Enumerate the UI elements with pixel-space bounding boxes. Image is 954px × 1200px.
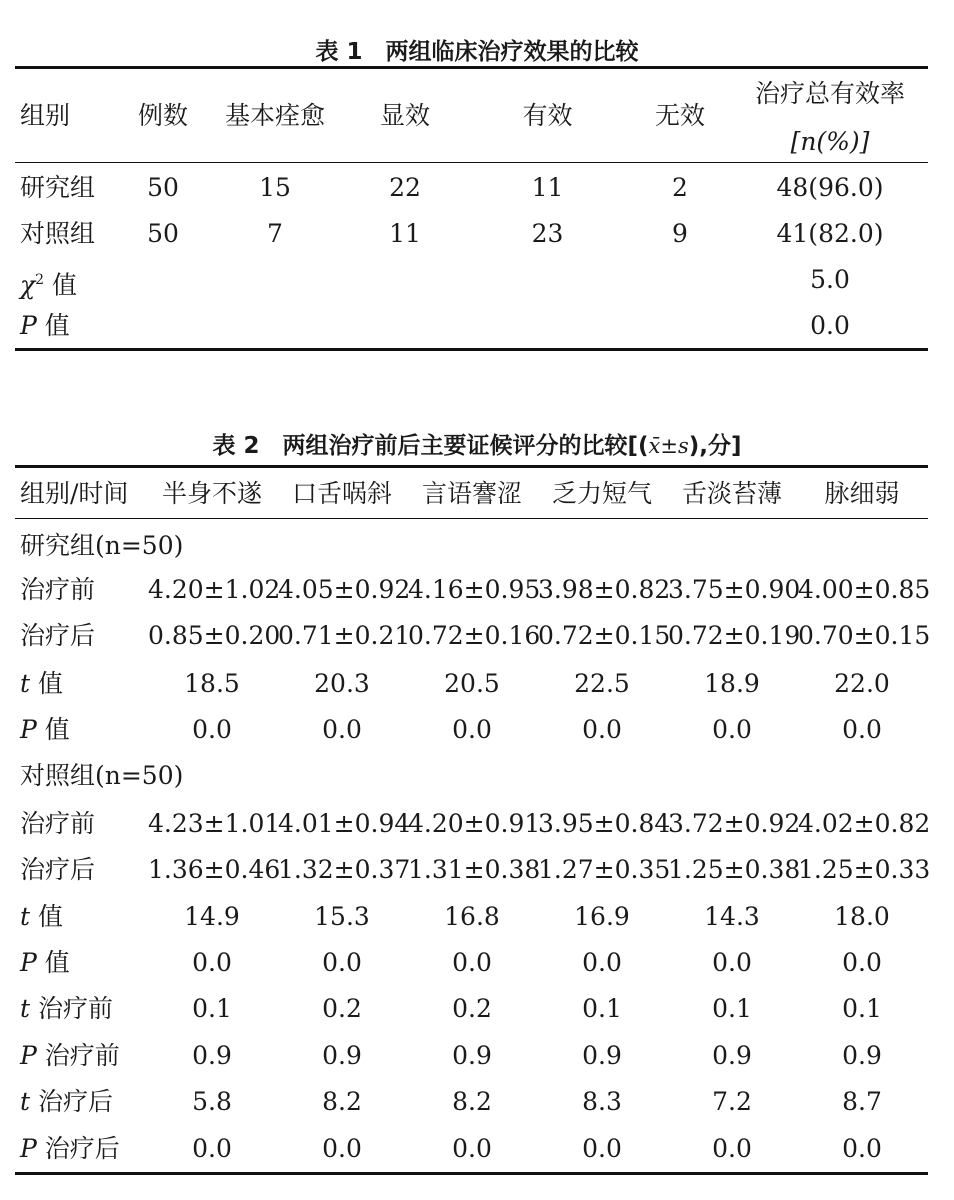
table-cell: 0.0 xyxy=(842,1134,882,1163)
stat-suffix: 值 xyxy=(36,948,70,977)
row-label: 治疗后 xyxy=(20,855,96,884)
table-cell: 0.72±0.19 xyxy=(668,621,801,650)
row-label xyxy=(20,1082,150,1122)
table-cell: 0.0 xyxy=(582,1134,622,1163)
table-cell: 7 xyxy=(267,219,283,248)
table-cell: 15 xyxy=(259,173,291,202)
table-cell: 0.9 xyxy=(842,1041,882,1070)
table-cell: 4.16±0.95 xyxy=(408,575,541,604)
row-label xyxy=(20,664,150,704)
table-cell: 0.0 xyxy=(452,1134,492,1163)
table-row xyxy=(0,897,954,937)
table-cell: 1.32±0.37 xyxy=(278,855,411,884)
stat-symbol: t xyxy=(20,902,31,931)
row-label: 治疗前 xyxy=(20,809,96,838)
stat-suffix: 值 xyxy=(36,715,70,744)
table-cell: 0.0 xyxy=(712,1134,752,1163)
table-row xyxy=(0,989,954,1029)
table-cell: 0.72±0.16 xyxy=(408,621,541,650)
table-cell: 16.8 xyxy=(444,902,500,931)
table-cell: 0.0 xyxy=(192,715,232,744)
table2-header-col2: 口舌㖞斜 xyxy=(291,479,392,508)
stat-suffix: 治疗前 xyxy=(36,1041,120,1070)
table-cell: 5.8 xyxy=(192,1087,232,1116)
table2-caption-suffix: ),分] xyxy=(688,433,742,459)
table-cell: 18.9 xyxy=(704,669,760,698)
table-cell: 4.23±1.01 xyxy=(148,809,281,838)
table-cell: 1.36±0.46 xyxy=(148,855,281,884)
table-cell: 0.0 xyxy=(842,948,882,977)
table-cell: 0.1 xyxy=(842,994,882,1023)
table2-top-rule xyxy=(15,465,928,468)
table-cell: 20.3 xyxy=(314,669,370,698)
table-cell: 0.2 xyxy=(452,994,492,1023)
row-label xyxy=(20,260,140,300)
table2-header-col4: 乏力短气 xyxy=(551,479,652,508)
row-label xyxy=(20,1129,150,1169)
table1-header-effective: 有效 xyxy=(522,101,573,130)
table-cell: 0.9 xyxy=(712,1041,752,1070)
chi-suffix: 值 xyxy=(44,270,78,300)
table-cell: 11 xyxy=(389,219,421,248)
chi-symbol: χ xyxy=(20,270,36,300)
table-cell: 0.0 xyxy=(322,715,362,744)
table-row xyxy=(0,1082,954,1122)
table-cell: 0.70±0.15 xyxy=(798,621,931,650)
table-cell: 0.9 xyxy=(192,1041,232,1070)
stat-symbol: P xyxy=(20,715,37,744)
table-cell: 0.0 xyxy=(582,948,622,977)
table-cell: 0.0 xyxy=(712,715,752,744)
stat-symbol: P xyxy=(20,948,37,977)
chi-superscript: 2 xyxy=(35,272,45,288)
stat-suffix: 治疗前 xyxy=(30,994,113,1023)
table-cell: 18.0 xyxy=(834,902,890,931)
table-cell: 0.0 xyxy=(452,715,492,744)
table-cell: 15.3 xyxy=(314,902,370,931)
table-row xyxy=(0,570,954,610)
table-cell: 9 xyxy=(672,219,688,248)
table-cell: 1.25±0.38 xyxy=(668,855,801,884)
table-cell: 0.0 xyxy=(322,1134,362,1163)
table1-header-ineffective: 无效 xyxy=(654,101,705,130)
table-row xyxy=(0,214,954,254)
table-cell: 16.9 xyxy=(574,902,630,931)
table-cell: 8.2 xyxy=(452,1087,492,1116)
table-row xyxy=(0,168,954,208)
table-row xyxy=(0,306,954,346)
table-cell: 50 xyxy=(147,219,179,248)
row-label: 治疗后 xyxy=(20,621,96,650)
table-cell: 0.0 xyxy=(192,1134,232,1163)
table-cell: 14.3 xyxy=(704,902,760,931)
table-cell: 8.7 xyxy=(842,1087,882,1116)
stat-symbol: t xyxy=(20,994,31,1023)
table-cell: 0.0 xyxy=(452,948,492,977)
table-cell: 4.00±0.85 xyxy=(798,575,931,604)
table-row xyxy=(0,804,954,844)
table-cell: 4.20±1.02 xyxy=(148,575,281,604)
stat-suffix: 治疗后 xyxy=(36,1134,120,1163)
table-cell: 0.0 xyxy=(322,948,362,977)
table-row xyxy=(0,850,954,890)
table-cell: 4.05±0.92 xyxy=(278,575,411,604)
table-cell: 23 xyxy=(531,219,564,248)
stat-suffix: 值 xyxy=(30,902,63,931)
table1-caption: 表 1 两组临床治疗效果的比较 xyxy=(315,39,639,65)
table-cell: 0.2 xyxy=(322,994,362,1023)
table-cell: 0.1 xyxy=(582,994,622,1023)
table-cell: 41(82.0) xyxy=(776,219,884,248)
table-cell: 4.01±0.94 xyxy=(278,809,411,838)
row-label: 对照组 xyxy=(20,219,96,248)
stat-symbol: P xyxy=(20,1041,37,1070)
table-cell: 3.75±0.90 xyxy=(668,575,801,604)
table-cell: 20.5 xyxy=(444,669,500,698)
table-cell: 8.3 xyxy=(582,1087,622,1116)
table-row xyxy=(0,616,954,656)
table2-header-col5: 舌淡苔薄 xyxy=(681,479,782,508)
table-cell: 22 xyxy=(389,173,421,202)
table1-header-cured: 基本痊愈 xyxy=(224,101,325,130)
stat-suffix: 值 xyxy=(30,669,63,698)
table-cell: 1.25±0.33 xyxy=(798,855,931,884)
row-label xyxy=(20,943,150,983)
table-cell: 11 xyxy=(531,173,564,202)
table2-bottom-rule xyxy=(15,1172,928,1175)
stat-symbol: t xyxy=(20,669,31,698)
stat-symbol: t xyxy=(20,1087,31,1116)
table1-header-count: 例数 xyxy=(137,101,188,130)
table-cell: 0.9 xyxy=(452,1041,492,1070)
table1-header-marked: 显效 xyxy=(379,101,430,130)
table-cell: 0.1 xyxy=(192,994,232,1023)
table-cell: 2 xyxy=(672,173,688,202)
p-symbol: P xyxy=(20,311,37,340)
table-row xyxy=(0,1129,954,1169)
table-cell: 3.72±0.92 xyxy=(668,809,801,838)
table1-header-total-rate: 治疗总有效率 xyxy=(754,79,905,108)
row-label: 研究组 xyxy=(20,173,96,202)
table2-caption xyxy=(0,427,954,460)
row-label xyxy=(20,306,140,346)
table-cell: 0.9 xyxy=(322,1041,362,1070)
table-cell: 0.0 xyxy=(810,311,850,340)
table-cell: 22.0 xyxy=(834,669,890,698)
group-title-row xyxy=(0,756,954,796)
table-cell: 0.0 xyxy=(712,948,752,977)
table1-bottom-rule xyxy=(15,348,928,351)
table-cell: 22.5 xyxy=(574,669,630,698)
table-cell: 0.0 xyxy=(582,715,622,744)
table1-header-total-unit: [n(%)] xyxy=(790,127,870,156)
table-row xyxy=(0,1036,954,1076)
table-cell: 48(96.0) xyxy=(776,173,884,202)
table-cell: 0.0 xyxy=(842,715,882,744)
table2-caption-stat: x̄±s xyxy=(648,434,689,458)
row-label xyxy=(20,1036,150,1076)
row-label: 治疗前 xyxy=(20,575,96,604)
table-cell: 4.20±0.91 xyxy=(408,809,541,838)
table-cell: 8.2 xyxy=(322,1087,362,1116)
table-cell: 0.9 xyxy=(582,1041,622,1070)
table2-header-rule xyxy=(15,518,928,519)
table-cell: 1.27±0.35 xyxy=(538,855,671,884)
table2-header-group: 组别/时间 xyxy=(20,479,129,508)
row-label xyxy=(20,710,150,750)
group-title-row xyxy=(0,526,954,566)
stat-suffix: 治疗后 xyxy=(30,1087,113,1116)
group-title: 对照组(n=50) xyxy=(20,761,184,790)
row-label xyxy=(20,897,150,937)
table1-header-last-2 xyxy=(0,122,954,162)
table1-header-rule xyxy=(15,162,928,163)
table-cell: 0.72±0.15 xyxy=(538,621,671,650)
table-cell: 18.5 xyxy=(184,669,240,698)
table-cell: 50 xyxy=(147,173,179,202)
table2-header-col6: 脉细弱 xyxy=(824,479,900,508)
table-cell: 0.85±0.20 xyxy=(148,621,281,650)
table1-top-rule xyxy=(15,66,928,69)
p-suffix: 值 xyxy=(36,311,70,340)
table2-header-col3: 言语謇涩 xyxy=(421,479,522,508)
table-cell: 7.2 xyxy=(712,1087,752,1116)
table1-header-group: 组别 xyxy=(20,101,71,130)
table2-header-col1: 半身不遂 xyxy=(161,479,262,508)
table-cell: 4.02±0.82 xyxy=(798,809,931,838)
table-cell: 3.95±0.84 xyxy=(538,809,671,838)
stat-symbol: P xyxy=(20,1134,37,1163)
table-row xyxy=(0,710,954,750)
table2-caption-prefix: 表 2 两组治疗前后主要证候评分的比较[( xyxy=(212,433,649,459)
table-cell: 3.98±0.82 xyxy=(538,575,671,604)
table-cell: 0.1 xyxy=(712,994,752,1023)
table-cell: 5.0 xyxy=(810,265,850,294)
group-title: 研究组(n=50) xyxy=(20,531,184,560)
table-cell: 0.71±0.21 xyxy=(278,621,411,650)
table-cell: 1.31±0.38 xyxy=(408,855,541,884)
table-cell: 0.0 xyxy=(192,948,232,977)
table-cell: 14.9 xyxy=(184,902,240,931)
table2-header-row xyxy=(0,474,954,514)
table-row xyxy=(0,664,954,704)
table-row xyxy=(0,260,954,300)
table1-header-last-1 xyxy=(0,74,954,114)
table-row xyxy=(0,943,954,983)
row-label xyxy=(20,989,150,1029)
